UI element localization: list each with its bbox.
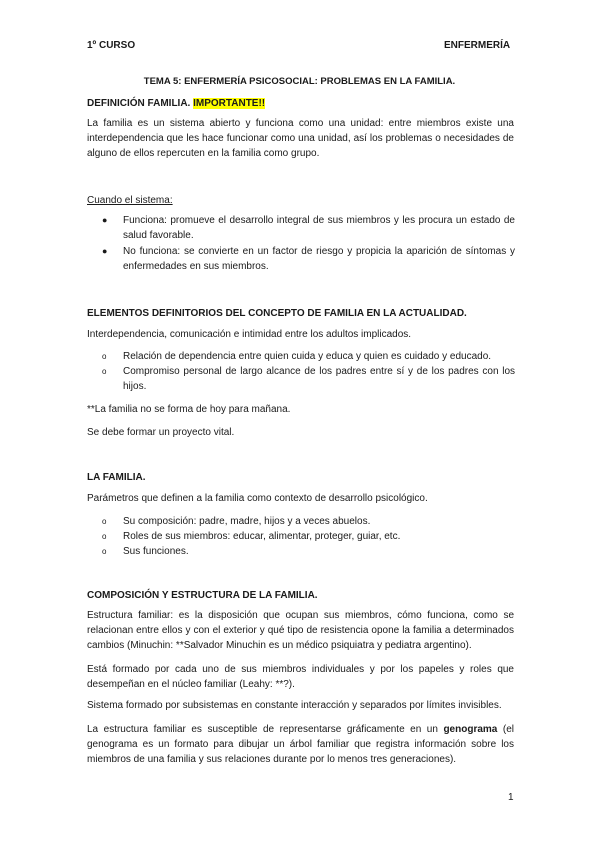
list-item: No funciona: se convierte en un factor de riesgo y propicia la aparición de síntomas y enfermedades en sus miembros. bbox=[123, 246, 515, 272]
bullet-icon: ● bbox=[102, 215, 108, 225]
section-heading-familia: LA FAMILIA. bbox=[87, 472, 146, 483]
circle-bullet-icon: o bbox=[102, 532, 107, 541]
list-item: Roles de sus miembros: educar, alimentar, proteger, guiar, etc. bbox=[123, 531, 401, 542]
list-item: Sus funciones. bbox=[123, 546, 189, 557]
header-subject: ENFERMERÍA bbox=[444, 40, 511, 51]
list-item: Relación de dependencia entre quien cuida y educa y quien es cuidado y educado. bbox=[123, 351, 492, 362]
text: (el genograma es un formato para dibujar un árbol familiar que registra información sobre los miembros de una familia y sus relaciones durante por lo menos tres generaciones). bbox=[87, 724, 514, 765]
paragraph: Está formado por cada uno de sus miembros individuales y por los papeles y roles que desempeñan en el núcleo familiar (Leahy: **?). bbox=[87, 664, 514, 690]
paragraph: Sistema formado por subsistemas en constante interacción y separados por límites invisibles. bbox=[87, 700, 502, 711]
subheading-cuando: Cuando el sistema: bbox=[87, 195, 173, 206]
important-highlight: IMPORTANTE!! bbox=[193, 98, 266, 109]
text: La estructura familiar es susceptible de representarse gráficamente en un bbox=[87, 724, 444, 735]
list-item: Funciona: promueve el desarrollo integral de sus miembros y les procura un estado de salud favorable. bbox=[123, 215, 515, 241]
heading-text: DEFINICIÓN FAMILIA. bbox=[87, 98, 194, 109]
section-heading-composicion: COMPOSICIÓN Y ESTRUCTURA DE LA FAMILIA. bbox=[87, 590, 318, 601]
list-item: Compromiso personal de largo alcance de los padres entre sí y de los padres con los hijos. bbox=[123, 366, 515, 392]
paragraph: Estructura familiar: es la disposición que ocupan sus miembros, cómo funciona, como se relacionan entre ellos y con el exterior y qué tipo de resistencia opone la familia a determinados cambios (Minuchin: **Salvador Minuchin es un médico psiquiatra y pediatra argentino). bbox=[87, 610, 514, 651]
circle-bullet-icon: o bbox=[102, 547, 107, 556]
definition-paragraph: La familia es un sistema abierto y funciona como una unidad: entre miembros existe una interdependencia que les hace funcionar como una unidad, así los problemas o necesidades de alguno de ellos repercuten en la familia como grupo. bbox=[87, 118, 514, 159]
circle-bullet-icon: o bbox=[102, 517, 107, 526]
paragraph-genograma bbox=[87, 722, 514, 767]
genograma-term: genograma bbox=[443, 724, 498, 735]
paragraph: Parámetros que definen a la familia como contexto de desarrollo psicológico. bbox=[87, 493, 428, 504]
section-heading-definicion bbox=[87, 96, 265, 111]
note: **La familia no se forma de hoy para mañana. bbox=[87, 404, 291, 415]
page-number: 1 bbox=[508, 792, 514, 803]
circle-bullet-icon: o bbox=[102, 352, 107, 361]
note: Se debe formar un proyecto vital. bbox=[87, 427, 235, 438]
section-heading-elementos: ELEMENTOS DEFINITORIOS DEL CONCEPTO DE FAMILIA EN LA ACTUALIDAD. bbox=[87, 308, 467, 319]
circle-bullet-icon: o bbox=[102, 367, 107, 376]
document-title: TEMA 5: ENFERMERÍA PSICOSOCIAL: PROBLEMAS EN LA FAMILIA. bbox=[143, 76, 456, 87]
list-item: Su composición: padre, madre, hijos y a veces abuelos. bbox=[123, 516, 371, 527]
header-course: 1º CURSO bbox=[87, 40, 136, 51]
bullet-icon: ● bbox=[102, 246, 108, 256]
paragraph: Interdependencia, comunicación e intimidad entre los adultos implicados. bbox=[87, 329, 412, 340]
